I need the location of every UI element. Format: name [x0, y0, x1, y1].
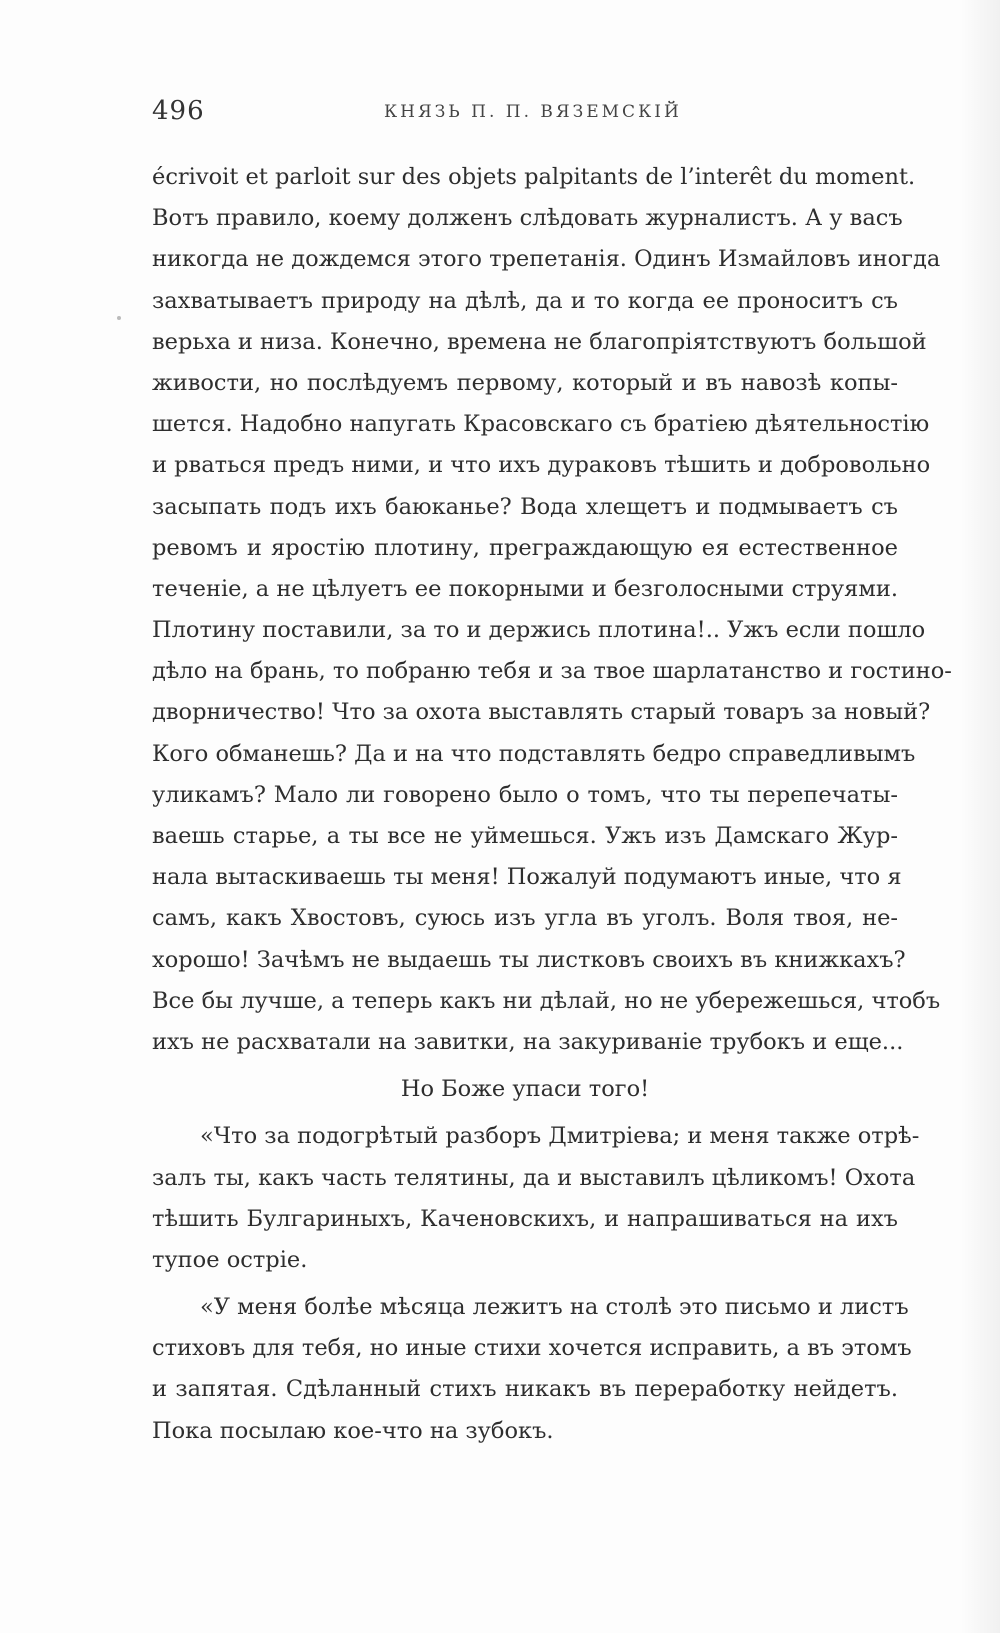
text-line: никогда не дождемся этого трепетанія. Одинъ Измайловъ иногда: [152, 246, 941, 273]
text-line: ревомъ и яростію плотину, преграждающую ея естественное: [152, 534, 898, 561]
text-line: Пока посылаю кое-что на зубокъ.: [152, 1417, 554, 1444]
text-line: захватываетъ природу на дѣлѣ, да и то когда ее проноситъ съ: [152, 287, 898, 314]
text-line: дворничество! Что за охота выставлять старый товаръ за новый?: [152, 699, 931, 726]
page-number: 496: [152, 96, 205, 126]
text-line: ваешь старье, а ты все не уймешься. Ужъ изъ Дамскаго Жур-: [152, 823, 898, 849]
text-line: «У меня болѣе мѣсяца лежитъ на столѣ это письмо и листъ: [200, 1294, 909, 1321]
text-line: верьха и низа. Конечно, времена не благопріятствуютъ большой: [152, 328, 927, 355]
running-head: КНЯЗЬ П. П. ВЯЗЕМСКІЙ: [384, 102, 682, 122]
scan-edge-shadow: [960, 0, 1000, 1633]
text-line: стиховъ для тебя, но иные стихи хочется исправить, а въ этомъ: [152, 1335, 912, 1362]
body-text: [152, 157, 952, 1452]
centered-exclamation: Но Боже упаси того!: [400, 1076, 650, 1103]
text-line: écrivoit et parloit sur des objets palpitants de l’interêt du moment.: [152, 164, 916, 190]
text-line: Кого обманешь? Да и на что подставлять бедро справедливымъ: [152, 740, 916, 767]
text-line: и запятая. Сдѣланный стихъ никакъ въ переработку нейдетъ.: [152, 1376, 898, 1403]
text-line: шется. Надобно напугать Красовскаго съ братіею дѣятельностію: [152, 411, 930, 438]
text-line: залъ ты, какъ часть телятины, да и выставилъ цѣликомъ! Охота: [152, 1164, 916, 1191]
text-line: и рваться предъ ними, и что ихъ дураковъ тѣшить и добровольно: [152, 452, 931, 479]
text-line: дѣло на брань, то побраню тебя и за твое шарлатанство и гостино-: [152, 658, 952, 685]
text-line: Все бы лучше, а теперь какъ ни дѣлай, но не убережешься, чтобъ: [152, 987, 941, 1014]
ink-spot: [117, 316, 121, 320]
text-line: уликамъ? Мало ли говорено было о томъ, что ты перепечаты-: [152, 781, 898, 808]
text-line: Плотину поставили, за то и держись плотина!.. Ужъ если пошло: [152, 617, 926, 644]
text-line: самъ, какъ Хвостовъ, суюсь изъ угла въ уголъ. Воля твоя, не-: [152, 905, 898, 932]
text-line: тѣшить Булгариныхъ, Каченовскихъ, и напрашиваться на ихъ: [152, 1205, 898, 1232]
text-line: ихъ не расхватали на завитки, на закуриваніе трубокъ и еще...: [152, 1028, 904, 1055]
text-line: Вотъ правило, коему долженъ слѣдовать журналистъ. А у васъ: [152, 205, 903, 232]
text-line: хорошо! Зачѣмъ не выдаешь ты листковъ своихъ въ книжкахъ?: [152, 946, 906, 973]
text-line: живости, но послѣдуемъ первому, который и въ навозѣ копы-: [152, 369, 898, 396]
text-line: нала вытаскиваешь ты меня! Пожалуй подумаютъ иные, что я: [152, 864, 902, 891]
page-header: [152, 96, 892, 136]
text-line: теченіе, а не цѣлуетъ ее покорными и безголосными струями.: [152, 575, 898, 602]
text-line: засыпать подъ ихъ баюканье? Вода хлещетъ и подмываетъ съ: [152, 493, 898, 520]
text-line: тупое остріе.: [152, 1246, 308, 1273]
text-line: «Что за подогрѣтый разборъ Дмитріева; и меня также отрѣ-: [200, 1123, 920, 1150]
